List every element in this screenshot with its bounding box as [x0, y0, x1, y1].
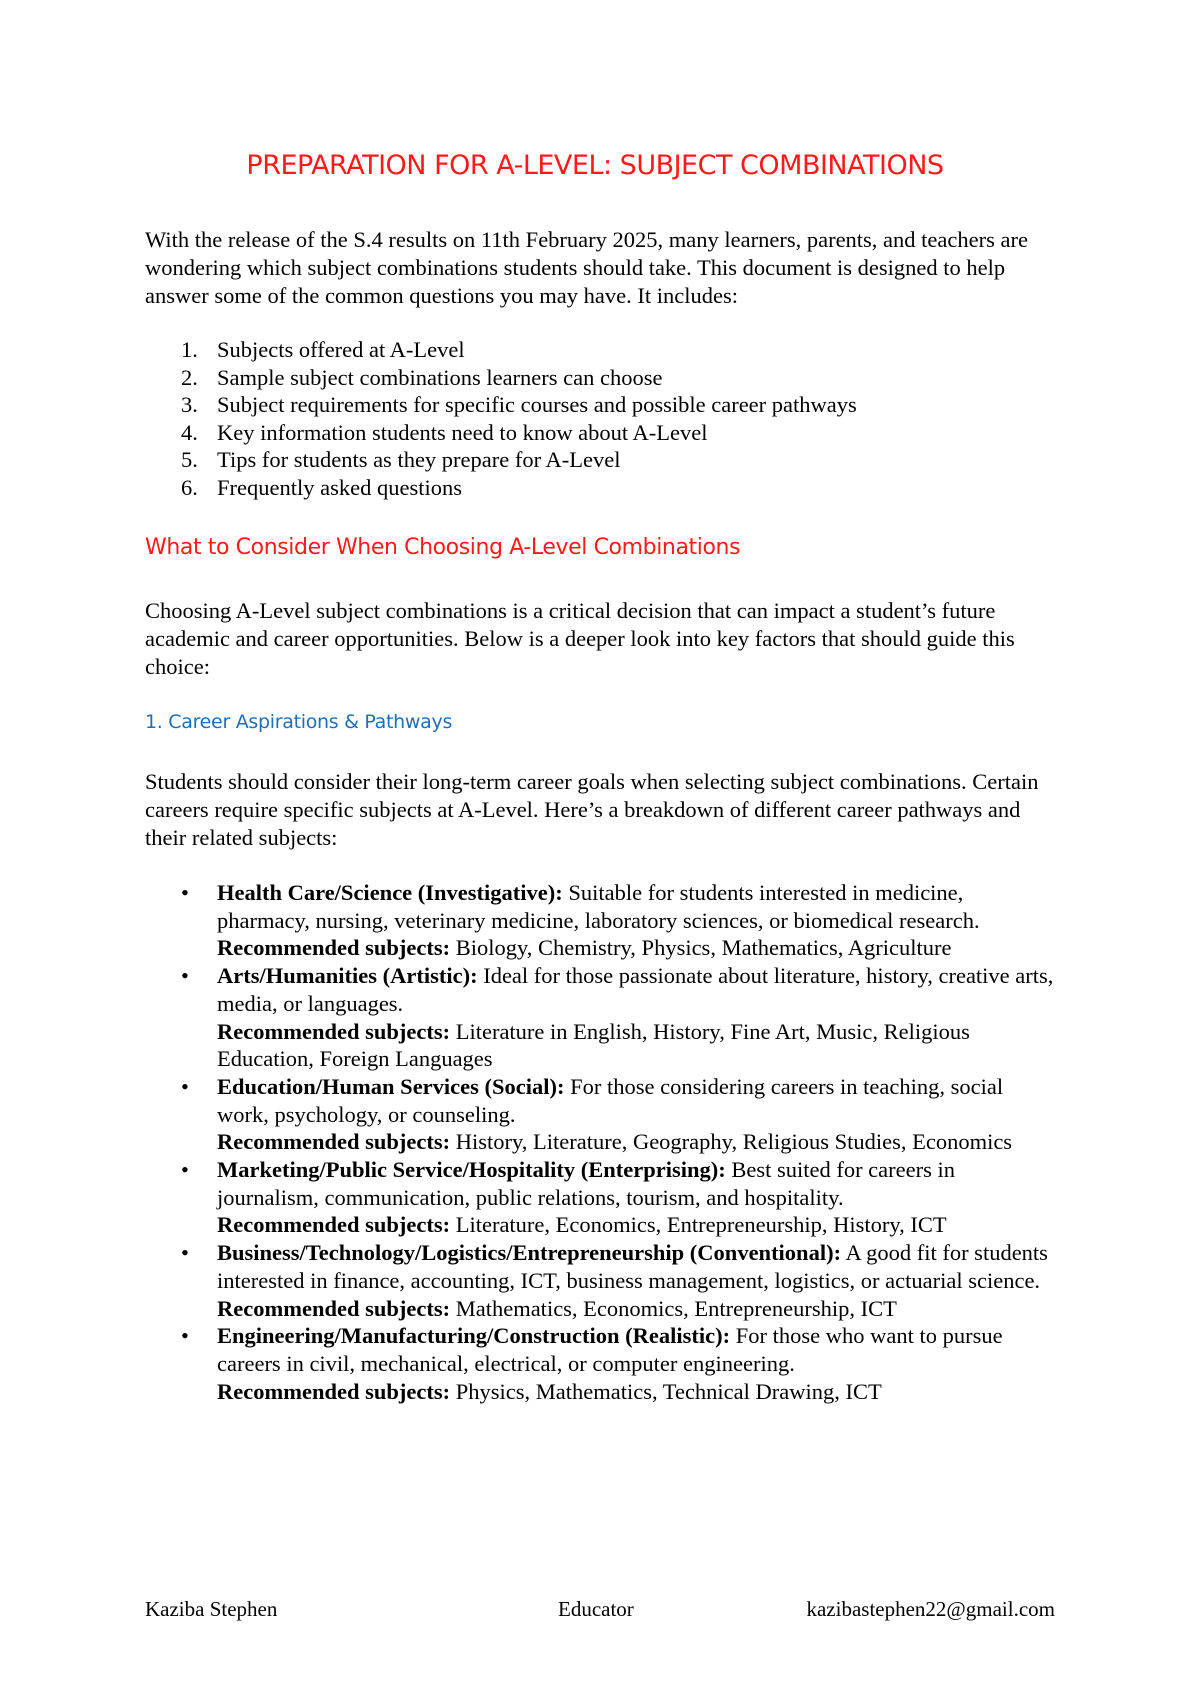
- career-description: Suitable for students interested in medicine, pharmacy, nursing, veterinary medicine, laboratory sciences, or biomedical research.: [217, 880, 980, 933]
- career-description: A good fit for students interested in finance, accounting, ICT, business management, logistics, or actuarial science.: [217, 1240, 1048, 1293]
- subsection-heading: 1. Career Aspirations & Pathways: [145, 711, 453, 733]
- career-name: Business/Technology/Logistics/Entrepreneurship (Conventional):: [217, 1240, 842, 1266]
- bullet-icon: •: [181, 1073, 189, 1099]
- section-heading: What to Consider When Choosing A-Level Combinations: [145, 535, 741, 560]
- subsection-intro-paragraph: Students should consider their long-term career goals when selecting subject combinations. Certain careers require specific subjects at A-Level. Here’s a breakdown of different career pathways and their related subjects:: [145, 769, 1039, 850]
- career-name: Health Care/Science (Investigative):: [217, 880, 563, 905]
- recommended-subjects: Recommended subjects: Biology, Chemistry, Physics, Mathematics, Agriculture: [217, 935, 952, 961]
- career-item: [145, 1156, 1055, 1239]
- career-name: Arts/Humanities (Artistic):: [217, 963, 478, 989]
- recommended-subjects: Recommended subjects: History, Literature, Geography, Religious Studies, Economics: [217, 1129, 1013, 1155]
- page-footer: [145, 1597, 1055, 1625]
- list-item: 4. Key information students need to know about A-Level: [181, 419, 708, 445]
- list-item: 1. Subjects offered at A-Level: [181, 337, 465, 362]
- contents-list: [145, 336, 1055, 502]
- career-name: Engineering/Manufacturing/Construction (Realistic):: [217, 1323, 731, 1349]
- career-item: [145, 1073, 1055, 1156]
- career-pathway-list: [145, 879, 1055, 1405]
- bullet-icon: •: [181, 1157, 189, 1183]
- footer-author-email: kazibastephen22@gmail.com: [806, 1597, 1055, 1621]
- career-item: [145, 1322, 1055, 1405]
- footer-author-role: Educator: [558, 1597, 634, 1621]
- career-item: [145, 879, 1055, 962]
- career-description: Ideal for those passionate about literature, history, creative arts, media, or languages.: [217, 963, 1054, 1016]
- career-item: [145, 1239, 1055, 1322]
- career-description: Best suited for careers in journalism, communication, public relations, tourism, and hospitality.: [217, 1157, 955, 1210]
- list-item: 3. Subject requirements for specific courses and possible career pathways: [181, 392, 857, 418]
- recommended-subjects: Recommended subjects: Mathematics, Economics, Entrepreneurship, ICT: [217, 1295, 897, 1321]
- bullet-icon: •: [181, 880, 189, 905]
- career-item: [145, 962, 1055, 1073]
- bullet-icon: •: [181, 1240, 189, 1266]
- career-name: Marketing/Public Service/Hospitality (Enterprising):: [217, 1157, 726, 1183]
- list-item: 5. Tips for students as they prepare for A-Level: [181, 447, 621, 473]
- recommended-subjects: Recommended subjects: Literature, Economics, Entrepreneurship, History, ICT: [217, 1212, 947, 1238]
- footer-author-name: Kaziba Stephen: [145, 1597, 278, 1621]
- bullet-icon: •: [181, 1323, 189, 1349]
- career-description: For those considering careers in teaching, social work, psychology, or counseling.: [217, 1073, 1004, 1127]
- career-description: For those who want to pursue careers in civil, mechanical, electrical, or computer engineering.: [217, 1323, 1003, 1376]
- page-title: PREPARATION FOR A-LEVEL: SUBJECT COMBINATIONS: [246, 150, 944, 181]
- recommended-subjects: Recommended subjects: Literature in English, History, Fine Art, Music, Religious Education, Foreign Languages: [217, 1018, 970, 1072]
- list-item: 6. Frequently asked questions: [181, 474, 462, 500]
- bullet-icon: •: [181, 963, 189, 989]
- career-name: Education/Human Services (Social):: [217, 1073, 565, 1099]
- list-item: 2. Sample subject combinations learners can choose: [181, 364, 663, 390]
- intro-paragraph: With the release of the S.4 results on 11th February 2025, many learners, parents, and teachers are wondering which subject combinations students should take. This document is designed to help answer some of the common questions you may have. It includes:: [145, 227, 1028, 308]
- recommended-subjects: Recommended subjects: Physics, Mathematics, Technical Drawing, ICT: [217, 1378, 882, 1404]
- section-intro-paragraph: Choosing A-Level subject combinations is a critical decision that can impact a student’s future academic and career opportunities. Below is a deeper look into key factors that should guide this choice:: [145, 598, 1015, 679]
